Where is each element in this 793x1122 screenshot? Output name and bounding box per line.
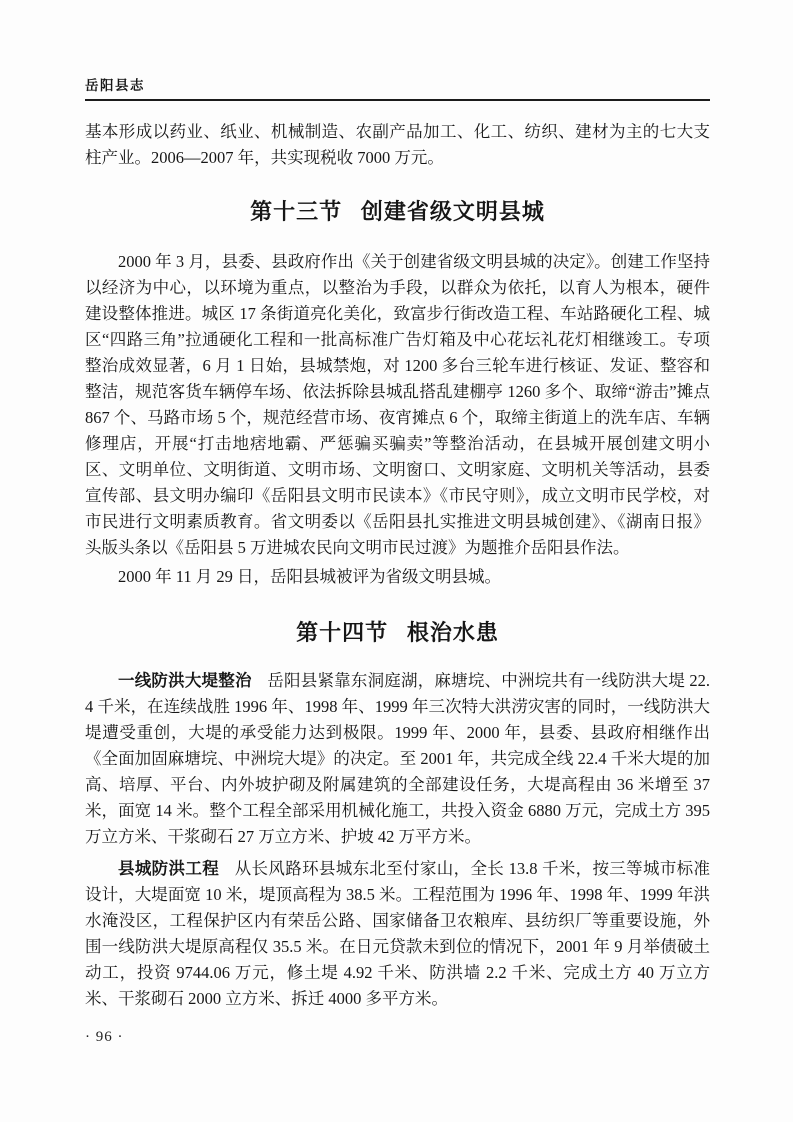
running-head: 岳阳县志 [85,78,145,93]
section-14-title: 根治水患 [406,620,499,645]
paragraph-frontline-dike [85,668,710,850]
section-13-title: 创建省级文明县城 [360,199,545,224]
paragraph-civilized-county-campaign: 2000 年 3 月，县委、县政府作出《关于创建省级文明县城的决定》。创建工作坚持以经济为中心，以环境为重点，以整治为手段，以群众为依托，以育人为根本，硬件建设整体推进。城区 17 条街道亮化美化，致富步行街改造工程、车站路硬化工程、城区“四路三角”拉通硬化工程和一批高标准广告灯箱及中心花坛礼花灯相继竣工。专项整治成效显著，6 月 1 日始，县城禁炮，对 1200 多台三轮车进行核证、发证、整容和整洁，规范客货车辆停车场、依法拆除县城乱搭乱建棚亭 1260 多个、取缔“游击”摊点 867 个、马路市场 5 个，规范经营市场、夜宵摊点 6 个，取缔主街道上的洗车店、车辆修理店，开展“打击地痞地霸、严惩骗买骗卖”等整治活动，在县城开展创建文明小区、文明单位、文明街道、文明市场、文明窗口、文明家庭、文明机关等活动，县委宣传部、县文明办编印《岳阳县文明市民读本》《市民守则》，成立文明市民学校，对市民进行文明素质教育。省文明委以《岳阳县扎实推进文明县城创建》、《湖南日报》头版头条以《岳阳县 5 万进城农民向文明市民过渡》为题推介岳阳县作法。 [85,252,710,557]
section-heading-13 [85,197,710,227]
paragraph-frontline-dike-text: 岳阳县紧靠东洞庭湖，麻塘垸、中洲垸共有一线防洪大堤 22.4 千米，在连续战胜 1996 年、1998 年、1999 年三次特大洪涝灾害的同时，一线防洪大堤遭受重创，大堤的承受能力达到极限。1999 年、2000 年，县委、县政府相继作出《全面加固麻塘垸、中洲垸大堤》的决定。至 2001 年，共完成全线 22.4 千米大堤的加高、培厚、平台、内外坡护砌及附属建筑的全部建设任务，大堤高程由 36 米增至 37 米，面宽 14 米。整个工程全部采用机械化施工，共投入资金 6880 万元，完成土方 395 万立方米、干浆砌石 27 万立方米、护坡 42 万平方米。 [85,671,711,846]
section-heading-14 [85,618,710,648]
paragraph-civilized-county-award: 2000 年 11 月 29 日，岳阳县城被评为省级文明县城。 [118,567,502,586]
runin-head-county-flood-project: 县城防洪工程 [118,859,220,878]
paragraph-county-flood-project-text: 从长风路环县城东北至付家山，全长 13.8 千米，按三等城市标准设计，大堤面宽 10 米，堤顶高程为 38.5 米。工程范围为 1996 年、1998 年、1999 年洪水淹没区，工程保护区内有荣岳公路、国家储备卫农粮库、县纺织厂等重要设施，外围一线防洪大堤原高程仅 35.5 米。在日元贷款未到位的情况下，2001 年 9 月举债破土动工，投资 9744.06 万元，修土堤 4.92 千米、防洪墙 2.2 千米、完成土方 40 万立方米、干浆砌石 2000 立方米、拆迁 4000 多平方米。 [85,859,711,1008]
section-14-label: 第十四节 [296,620,389,645]
paragraph-pillar-industries: 基本形成以药业、纸业、机械制造、农副产品加工、化工、纺织、建材为主的七大支柱产业。2006—2007 年，共实现税收 7000 万元。 [85,122,710,167]
text-column [85,0,710,1122]
page-number: · 96 · [85,1029,124,1045]
section-13-label: 第十三节 [250,199,343,224]
header-rule [85,99,710,101]
paragraph-county-flood-project [85,856,710,1012]
runin-head-frontline-dike: 一线防洪大堤整治 [118,671,252,690]
